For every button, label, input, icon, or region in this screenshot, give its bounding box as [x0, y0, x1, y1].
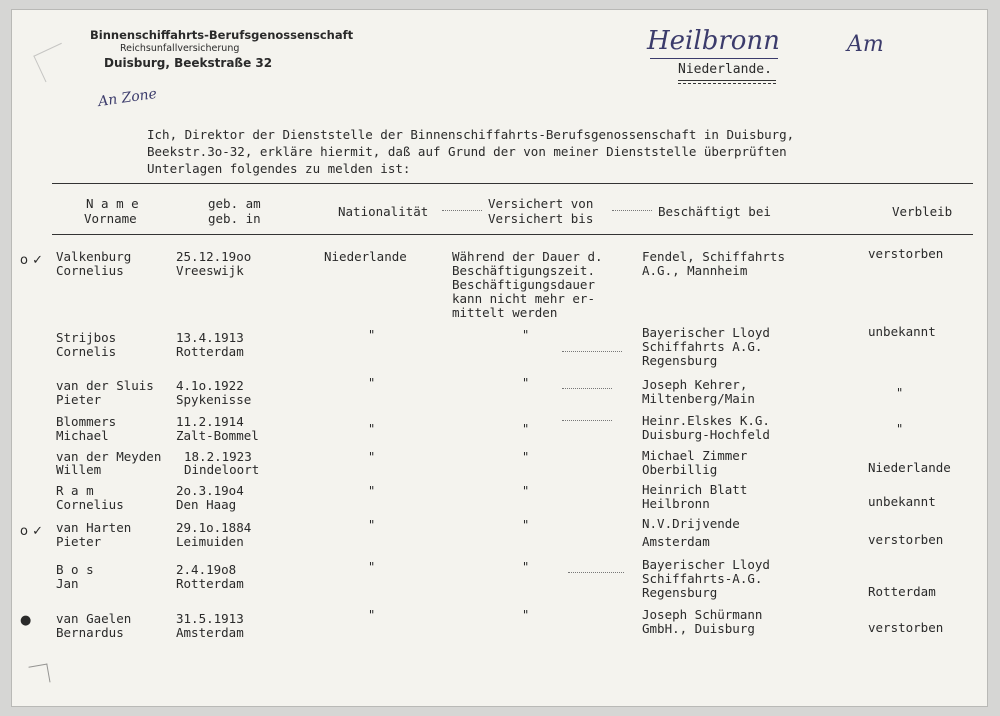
cell-place: Spykenisse — [176, 392, 252, 407]
cell-date: 2.4.19o8 — [176, 562, 237, 577]
cell-place: Leimuiden — [176, 534, 244, 549]
ditto-insured: " — [522, 560, 530, 574]
document-page — [12, 10, 987, 706]
col-versichert-von: Versichert von — [488, 196, 594, 211]
ditto-nationality: " — [368, 484, 376, 498]
ditto-nationality: " — [368, 608, 376, 622]
ditto-nationality: " — [368, 560, 376, 574]
cell-employer-1: Michael Zimmer — [642, 448, 748, 463]
cell-name: Valkenburg — [56, 249, 132, 264]
cell-vorname: Jan — [56, 576, 79, 591]
faint-mark — [562, 420, 612, 421]
country-underline — [678, 80, 776, 81]
cell-vorname: Cornelius — [56, 497, 124, 512]
header-rule-bottom — [52, 234, 973, 235]
col-geb-am: geb. am — [208, 196, 261, 211]
cell-whereabouts: Rotterdam — [868, 584, 936, 599]
row-marker: o ✓ — [20, 524, 43, 539]
intro-line-2: Beekstr.3o-32, erkläre hiermit, daß auf Grund der von meiner Dienststelle überprüften — [147, 144, 787, 159]
handwritten-ref: An Zone — [97, 85, 158, 111]
cell-whereabouts: " — [896, 386, 904, 400]
header-rule-top — [52, 183, 973, 184]
ditto-insured: " — [522, 376, 530, 390]
cell-employer-2: Schiffahrts A.G. — [642, 339, 763, 354]
cell-employer-1: Joseph Kehrer, — [642, 377, 748, 392]
cell-vorname: Michael — [56, 428, 109, 443]
cell-date: 4.1o.1922 — [176, 378, 244, 393]
col-geb-in: geb. in — [208, 211, 261, 226]
cell-employer-3: Regensburg — [642, 353, 718, 368]
col-vorname: Vorname — [84, 211, 137, 226]
cell-place: Den Haag — [176, 497, 237, 512]
cell-date: 2o.3.19o4 — [176, 483, 244, 498]
faint-mark — [562, 388, 612, 389]
org-line-3: Duisburg, Beekstraße 32 — [104, 56, 273, 70]
cell-place: Zalt-Bommel — [176, 428, 259, 443]
ditto-insured: " — [522, 328, 530, 342]
cell-insured-4: kann nicht mehr er- — [452, 291, 595, 306]
faint-mark — [562, 351, 622, 352]
cell-place: Dindeloort — [184, 462, 260, 477]
cell-name: van Harten — [56, 520, 132, 535]
cell-whereabouts: unbekannt — [868, 324, 936, 339]
cell-employer-2: Schiffahrts-A.G. — [642, 571, 763, 586]
cell-place: Amsterdam — [176, 625, 244, 640]
ditto-insured: " — [522, 484, 530, 498]
cell-employer-1: N.V.Drijvende — [642, 516, 740, 531]
col-versichert-bis: Versichert bis — [488, 211, 594, 226]
intro-line-1: Ich, Direktor der Dienststelle der Binnenschiffahrts-Berufsgenossenschaft in Duisburg, — [147, 127, 795, 142]
handwritten-note: Am — [847, 32, 884, 57]
cell-employer-1: Bayerischer Lloyd — [642, 325, 770, 340]
cell-employer-1: Joseph Schürmann — [642, 607, 763, 622]
header-faint-mark — [442, 210, 482, 211]
cell-vorname: Cornelius — [56, 263, 124, 278]
org-line-2: Reichsunfallversicherung — [120, 43, 240, 54]
cell-name: van der Meyden — [56, 449, 162, 464]
cell-whereabouts: " — [896, 422, 904, 436]
ditto-insured: " — [522, 518, 530, 532]
ditto-insured: " — [522, 450, 530, 464]
cell-whereabouts: verstorben — [868, 532, 944, 547]
cell-date: 31.5.1913 — [176, 611, 244, 626]
cell-vorname: Willem — [56, 462, 102, 477]
ditto-nationality: " — [368, 328, 376, 342]
col-nationalitaet: Nationalität — [338, 204, 429, 219]
cell-whereabouts: verstorben — [868, 246, 944, 261]
ditto-nationality: " — [368, 422, 376, 436]
cell-name: B o s — [56, 562, 94, 577]
cell-insured-5: mittelt werden — [452, 305, 558, 320]
cell-employer-1: Bayerischer Lloyd — [642, 557, 770, 572]
cell-whereabouts: Niederlande — [868, 460, 951, 475]
intro-line-3: Unterlagen folgendes zu melden ist: — [147, 161, 411, 176]
country-underline-2 — [678, 83, 776, 84]
cell-employer-1: Heinrich Blatt — [642, 482, 748, 497]
ditto-insured: " — [522, 608, 530, 622]
handwritten-city: Heilbronn — [647, 26, 780, 56]
cell-employer-1: Heinr.Elskes K.G. — [642, 413, 770, 428]
col-verbleib: Verbleib — [892, 204, 953, 219]
corner-pencil-mark — [28, 663, 50, 685]
ditto-nationality: " — [368, 376, 376, 390]
cell-employer-1: Fendel, Schiffahrts — [642, 249, 785, 264]
cell-place: Rotterdam — [176, 344, 244, 359]
cell-employer-2: Heilbronn — [642, 496, 710, 511]
ditto-insured: " — [522, 422, 530, 436]
row-marker: o ✓ — [20, 253, 43, 268]
cell-date: 29.1o.1884 — [176, 520, 252, 535]
cell-employer-3: Regensburg — [642, 585, 718, 600]
cell-name: van der Sluis — [56, 378, 154, 393]
cell-vorname: Cornelis — [56, 344, 117, 359]
cell-whereabouts: unbekannt — [868, 494, 936, 509]
cell-insured-2: Beschäftigungszeit. — [452, 263, 595, 278]
cell-vorname: Bernardus — [56, 625, 124, 640]
cell-employer-2: Amsterdam — [642, 534, 710, 549]
cell-employer-2: Miltenberg/Main — [642, 391, 755, 406]
cell-whereabouts: verstorben — [868, 620, 944, 635]
col-beschaeftigt: Beschäftigt bei — [658, 204, 771, 219]
cell-date: 13.4.1913 — [176, 330, 244, 345]
col-name: N a m e — [86, 196, 139, 211]
cell-insured-3: Beschäftigungsdauer — [452, 277, 595, 292]
cell-insured-1: Während der Dauer d. — [452, 249, 603, 264]
cell-date: 25.12.19oo — [176, 249, 252, 264]
cell-name: Blommers — [56, 414, 117, 429]
cell-place: Rotterdam — [176, 576, 244, 591]
cell-nationality: Niederlande — [324, 249, 407, 264]
cell-name: R a m — [56, 483, 94, 498]
ditto-nationality: " — [368, 518, 376, 532]
cell-vorname: Pieter — [56, 392, 102, 407]
ditto-nationality: " — [368, 450, 376, 464]
cell-name: van Gaelen — [56, 611, 132, 626]
handwritten-underline — [650, 58, 778, 59]
cell-vorname: Pieter — [56, 534, 102, 549]
faint-mark — [568, 572, 624, 573]
cell-employer-2: Oberbillig — [642, 462, 718, 477]
cell-date: 11.2.1914 — [176, 414, 244, 429]
corner-mark — [33, 43, 73, 82]
header-faint-mark-2 — [612, 210, 652, 211]
row-marker: ● — [20, 613, 32, 628]
cell-name: Strijbos — [56, 330, 117, 345]
cell-employer-2: GmbH., Duisburg — [642, 621, 755, 636]
cell-employer-2: Duisburg-Hochfeld — [642, 427, 770, 442]
country-heading: Niederlande. — [678, 62, 772, 77]
org-line-1: Binnenschiffahrts-Berufsgenossenschaft — [90, 28, 354, 42]
cell-date: 18.2.1923 — [184, 449, 252, 464]
cell-employer-2: A.G., Mannheim — [642, 263, 748, 278]
cell-place: Vreeswijk — [176, 263, 244, 278]
